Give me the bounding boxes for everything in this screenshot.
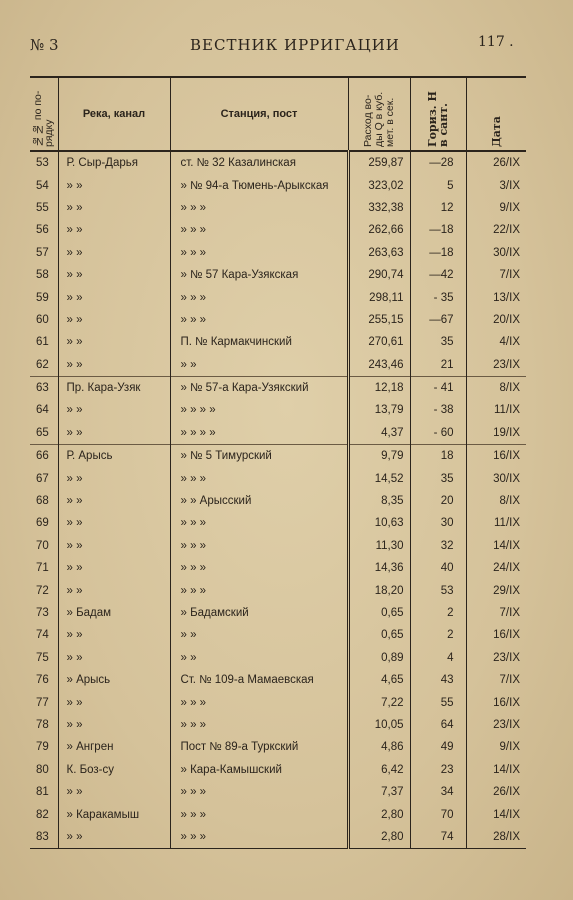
row-number-cell: 82 (36, 808, 49, 821)
river-cell: Р. Арысь (58, 445, 170, 468)
running-head (0, 36, 573, 56)
date-cell: 7/IX (466, 669, 526, 691)
discharge-cell: 262,66 (348, 219, 410, 241)
river-cell: » » (58, 264, 170, 286)
date-cell: 28/IX (466, 826, 526, 849)
station-cell: » » » (170, 535, 348, 557)
stage-cell: 55 (410, 691, 466, 713)
stage-cell: 32 (410, 535, 466, 557)
date-cell: 16/IX (466, 624, 526, 646)
discharge-cell: 298,11 (348, 286, 410, 308)
table-row (30, 219, 526, 241)
discharge-cell: 8,35 (348, 490, 410, 512)
table-row (30, 669, 526, 691)
stage-cell: —18 (410, 219, 466, 241)
stage-cell: - 41 (410, 376, 466, 399)
river-cell: » Ангрен (58, 736, 170, 758)
row-number-cell: 57 (36, 246, 49, 259)
river-cell: » » (58, 691, 170, 713)
station-cell: » Кара-Камышский (170, 759, 348, 781)
issue-number: № 3 (30, 36, 59, 54)
discharge-cell: 9,79 (348, 445, 410, 468)
station-cell: » Бадамский (170, 602, 348, 624)
table-row (30, 759, 526, 781)
date-cell: 30/IX (466, 242, 526, 264)
discharge-cell: 4,37 (348, 422, 410, 445)
river-cell: » » (58, 535, 170, 557)
table-row (30, 781, 526, 803)
row-number-cell: 71 (36, 562, 49, 575)
station-cell: » » » (170, 826, 348, 849)
measurement-table (30, 76, 526, 849)
table-row (30, 174, 526, 196)
table-row (30, 354, 526, 377)
discharge-cell: 7,22 (348, 691, 410, 713)
stage-cell: 49 (410, 736, 466, 758)
discharge-cell: 13,79 (348, 399, 410, 421)
stage-cell: - 38 (410, 399, 466, 421)
row-number-cell: 61 (36, 336, 49, 349)
river-cell: Пр. Кара-Узяк (58, 376, 170, 399)
row-number-cell: 77 (36, 696, 49, 709)
date-cell: 8/IX (466, 376, 526, 399)
station-cell: » » » » (170, 422, 348, 445)
discharge-cell: 243,46 (348, 354, 410, 377)
date-cell: 3/IX (466, 174, 526, 196)
date-cell: 26/IX (466, 781, 526, 803)
col-header-stage: Гориз. Н в сант. (410, 77, 466, 151)
row-number-cell: 64 (36, 404, 49, 417)
river-cell: Р. Сыр-Дарья (58, 151, 170, 174)
station-cell: » » (170, 624, 348, 646)
discharge-cell: 10,05 (348, 714, 410, 736)
river-cell: » » (58, 557, 170, 579)
date-cell: 23/IX (466, 714, 526, 736)
river-cell: » » (58, 422, 170, 445)
table-row (30, 535, 526, 557)
river-cell: » Каракамыш (58, 803, 170, 825)
table-row (30, 376, 526, 399)
date-cell: 16/IX (466, 445, 526, 468)
stage-cell: —67 (410, 309, 466, 331)
row-number-cell: 72 (36, 584, 49, 597)
table-row (30, 490, 526, 512)
row-number-cell: 54 (36, 179, 49, 192)
col-header-date: Дата (466, 77, 526, 151)
date-cell: 14/IX (466, 759, 526, 781)
table-row (30, 151, 526, 174)
station-cell: » » » (170, 579, 348, 601)
stage-cell: 4 (410, 647, 466, 669)
table-row (30, 286, 526, 308)
discharge-cell: 270,61 (348, 331, 410, 353)
discharge-cell: 259,87 (348, 151, 410, 174)
table-row (30, 445, 526, 468)
station-cell: » № 57 Кара-Узякская (170, 264, 348, 286)
station-cell: Ст. № 109-а Мамаевская (170, 669, 348, 691)
row-number-cell: 63 (30, 376, 58, 399)
station-cell: » № 94-а Тюмень-Арыкская (170, 174, 348, 196)
river-cell: » » (58, 826, 170, 849)
station-cell: » » » (170, 803, 348, 825)
col-header-number: №№ по по- рядку (30, 77, 58, 151)
row-number-cell: 55 (36, 201, 49, 214)
river-cell: » » (58, 286, 170, 308)
date-cell: 19/IX (466, 422, 526, 445)
river-cell: » » (58, 219, 170, 241)
river-cell: » » (58, 512, 170, 534)
date-cell: 22/IX (466, 219, 526, 241)
station-cell: » » » (170, 197, 348, 219)
stage-cell: 12 (410, 197, 466, 219)
station-cell: » » » (170, 781, 348, 803)
stage-cell: - 60 (410, 422, 466, 445)
station-cell: ст. № 32 Казалинская (170, 151, 348, 174)
row-number-cell: 76 (36, 674, 49, 687)
stage-cell: 23 (410, 759, 466, 781)
date-cell: 29/IX (466, 579, 526, 601)
row-number-cell: 65 (36, 426, 49, 439)
stage-cell: 34 (410, 781, 466, 803)
date-cell: 7/IX (466, 602, 526, 624)
row-number-cell: 56 (36, 224, 49, 237)
river-cell: » » (58, 354, 170, 377)
table-row (30, 691, 526, 713)
row-number-cell: 67 (36, 472, 49, 485)
discharge-cell: 12,18 (348, 376, 410, 399)
discharge-cell: 10,63 (348, 512, 410, 534)
col-header-river: Река, канал (58, 77, 170, 151)
discharge-cell: 4,86 (348, 736, 410, 758)
discharge-cell: 263,63 (348, 242, 410, 264)
table-row (30, 422, 526, 445)
date-cell: 23/IX (466, 647, 526, 669)
stage-cell: 2 (410, 602, 466, 624)
row-number-cell: 75 (36, 651, 49, 664)
row-number-cell: 62 (36, 358, 49, 371)
table-row (30, 331, 526, 353)
station-cell: » № 5 Тимурский (170, 445, 348, 468)
station-cell: П. № Кармакчинский (170, 331, 348, 353)
table-row (30, 714, 526, 736)
station-cell: » » » (170, 557, 348, 579)
river-cell: » » (58, 490, 170, 512)
table-row (30, 557, 526, 579)
station-cell: » » (170, 354, 348, 377)
date-cell: 11/IX (466, 512, 526, 534)
station-cell: » » » (170, 309, 348, 331)
date-cell: 24/IX (466, 557, 526, 579)
station-cell: » » » (170, 512, 348, 534)
river-cell: » » (58, 714, 170, 736)
date-cell: 4/IX (466, 331, 526, 353)
date-cell: 23/IX (466, 354, 526, 377)
discharge-cell: 14,52 (348, 467, 410, 489)
table-row (30, 512, 526, 534)
stage-cell: 74 (410, 826, 466, 849)
table-row (30, 579, 526, 601)
stage-cell: 18 (410, 445, 466, 468)
date-cell: 14/IX (466, 803, 526, 825)
stage-cell: 20 (410, 490, 466, 512)
table-row (30, 803, 526, 825)
date-cell: 20/IX (466, 309, 526, 331)
river-cell: » » (58, 309, 170, 331)
journal-title: ВЕСТНИК ИРРИГАЦИИ (190, 36, 400, 54)
river-cell: » » (58, 579, 170, 601)
row-number-cell: 53 (36, 157, 49, 170)
row-number-cell: 78 (36, 718, 49, 731)
discharge-cell: 11,30 (348, 535, 410, 557)
table-body (30, 151, 526, 849)
stage-cell: 35 (410, 467, 466, 489)
station-cell: » » » (170, 242, 348, 264)
river-cell: » » (58, 331, 170, 353)
row-number-cell: 69 (36, 517, 49, 530)
stage-cell: 70 (410, 803, 466, 825)
discharge-cell: 18,20 (348, 579, 410, 601)
discharge-cell: 6,42 (348, 759, 410, 781)
river-cell: » » (58, 197, 170, 219)
river-cell: » Бадам (58, 602, 170, 624)
station-cell: » » » » (170, 399, 348, 421)
table-row (30, 624, 526, 646)
station-cell: » » » (170, 691, 348, 713)
row-number-cell: 59 (36, 291, 49, 304)
stage-cell: 64 (410, 714, 466, 736)
date-cell: 26/IX (466, 151, 526, 174)
date-cell: 9/IX (466, 736, 526, 758)
table-row (30, 309, 526, 331)
stage-cell: 5 (410, 174, 466, 196)
discharge-cell: 0,65 (348, 624, 410, 646)
page-number: 117 . (478, 34, 514, 50)
table-row (30, 242, 526, 264)
discharge-cell: 255,15 (348, 309, 410, 331)
river-cell: » » (58, 174, 170, 196)
river-cell: К. Боз-су (58, 759, 170, 781)
river-cell: » » (58, 647, 170, 669)
stage-cell: 2 (410, 624, 466, 646)
table-row (30, 264, 526, 286)
discharge-cell: 2,80 (348, 826, 410, 849)
stage-cell: 30 (410, 512, 466, 534)
station-cell: » » » (170, 219, 348, 241)
row-number-cell: 74 (36, 629, 49, 642)
stage-cell: 53 (410, 579, 466, 601)
stage-cell: 40 (410, 557, 466, 579)
discharge-cell: 290,74 (348, 264, 410, 286)
table-header-row (30, 77, 526, 151)
discharge-cell: 0,65 (348, 602, 410, 624)
discharge-cell: 323,02 (348, 174, 410, 196)
table-row (30, 602, 526, 624)
station-cell: » » » (170, 286, 348, 308)
date-cell: 9/IX (466, 197, 526, 219)
row-number-cell: 81 (36, 786, 49, 799)
stage-cell: 43 (410, 669, 466, 691)
discharge-cell: 332,38 (348, 197, 410, 219)
table-row (30, 826, 526, 849)
discharge-cell: 4,65 (348, 669, 410, 691)
row-number-cell: 80 (36, 763, 49, 776)
date-cell: 30/IX (466, 467, 526, 489)
table-row (30, 736, 526, 758)
station-cell: » » (170, 647, 348, 669)
stage-cell: —28 (410, 151, 466, 174)
date-cell: 16/IX (466, 691, 526, 713)
row-number-cell: 83 (36, 830, 49, 843)
stage-cell: 35 (410, 331, 466, 353)
discharge-cell: 2,80 (348, 803, 410, 825)
station-cell: » № 57-а Кара-Узякский (170, 376, 348, 399)
table-row (30, 467, 526, 489)
stage-cell: - 35 (410, 286, 466, 308)
stage-cell: 21 (410, 354, 466, 377)
row-number-cell: 60 (36, 313, 49, 326)
table-row (30, 399, 526, 421)
row-number-cell: 58 (36, 269, 49, 282)
station-cell: » » » (170, 467, 348, 489)
river-cell: » » (58, 624, 170, 646)
stage-cell: —42 (410, 264, 466, 286)
station-cell: Пост № 89-а Туркский (170, 736, 348, 758)
discharge-cell: 0,89 (348, 647, 410, 669)
station-cell: » » Арысский (170, 490, 348, 512)
river-cell: » » (58, 467, 170, 489)
row-number-cell: 68 (36, 495, 49, 508)
river-cell: » » (58, 242, 170, 264)
date-cell: 14/IX (466, 535, 526, 557)
row-number-cell: 79 (36, 741, 49, 754)
river-cell: » Арысь (58, 669, 170, 691)
row-number-cell: 66 (30, 445, 58, 468)
river-cell: » » (58, 781, 170, 803)
row-number-cell: 70 (36, 539, 49, 552)
col-header-station: Станция, пост (170, 77, 348, 151)
discharge-cell: 7,37 (348, 781, 410, 803)
date-cell: 8/IX (466, 490, 526, 512)
date-cell: 11/IX (466, 399, 526, 421)
river-cell: » » (58, 399, 170, 421)
stage-cell: —18 (410, 242, 466, 264)
station-cell: » » » (170, 714, 348, 736)
table-row (30, 197, 526, 219)
table-row (30, 647, 526, 669)
date-cell: 13/IX (466, 286, 526, 308)
date-cell: 7/IX (466, 264, 526, 286)
row-number-cell: 73 (36, 607, 49, 619)
col-header-discharge: Расход во- ды Q в куб. мет. в сек. (348, 77, 410, 151)
discharge-cell: 14,36 (348, 557, 410, 579)
